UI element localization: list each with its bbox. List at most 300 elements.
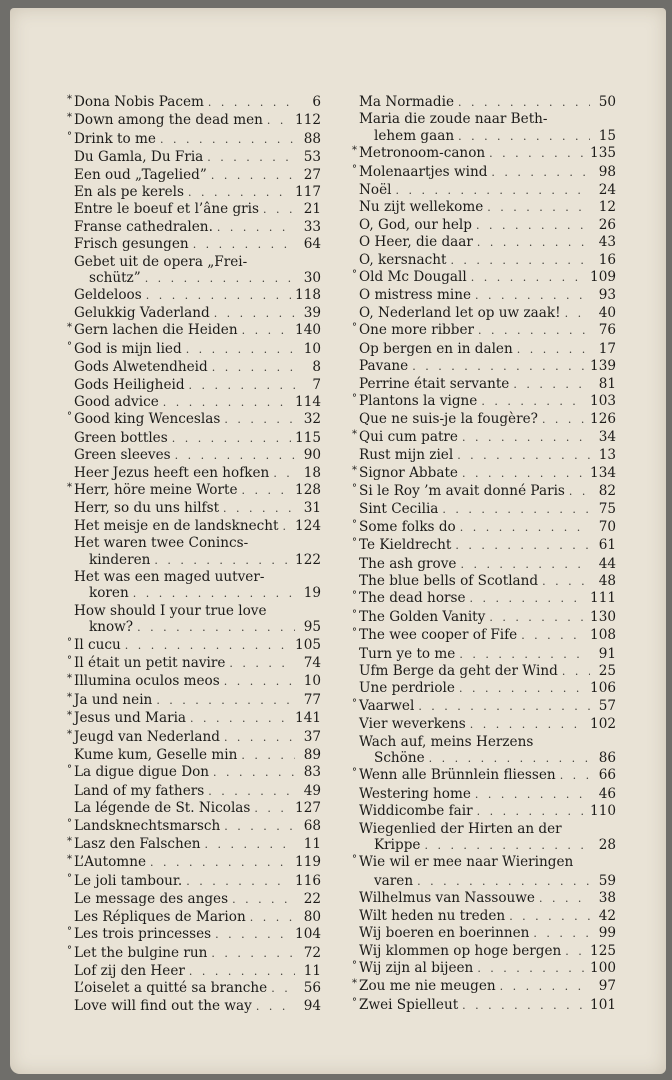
entry-title: How should I your true love — [74, 602, 267, 619]
leader-dots — [225, 656, 295, 672]
leader-dots — [529, 926, 590, 942]
entry-title-continued: varen — [374, 872, 414, 889]
entry-page-number: 21 — [303, 201, 321, 218]
leader-dots — [455, 681, 586, 697]
entry-title: Si le Roy ’m avait donné Paris — [359, 482, 565, 499]
leader-dots — [414, 699, 590, 715]
entry-title: Old Mc Dougall — [359, 269, 467, 286]
leader-dots — [485, 610, 586, 626]
index-entry — [67, 341, 321, 359]
entry-page-number: 86 — [598, 750, 616, 767]
entry-title: Une perdriole — [359, 680, 455, 697]
entry-marker: ° — [352, 767, 357, 779]
entry-title: Herr, höre meine Worte — [74, 481, 238, 498]
entry-title: Een oud „Tagelied” — [74, 166, 207, 183]
entry-title: Down among the dead men — [74, 112, 263, 129]
entry-title: Het was een maged uutver- — [74, 568, 265, 585]
entry-title-continued: Schöne — [374, 750, 425, 767]
leader-dots — [425, 751, 590, 767]
entry-title: Metronoom-canon — [359, 145, 486, 162]
entry-marker: ° — [67, 817, 72, 829]
entry-title: Heer Jezus heeft een hofken — [74, 464, 270, 481]
leader-dots — [466, 591, 587, 607]
entry-page-number: 11 — [303, 962, 321, 979]
entry-marker: * — [352, 464, 357, 476]
index-entry — [67, 184, 321, 201]
entry-page-number: 102 — [590, 716, 616, 733]
leader-dots — [201, 837, 295, 853]
leader-dots — [451, 538, 590, 554]
entry-title: Green bottles — [74, 429, 168, 446]
entry-page-number: 66 — [598, 767, 616, 784]
entry-marker: ° — [352, 608, 357, 620]
entry-title: One more ribber — [359, 322, 474, 339]
index-column-right — [352, 94, 616, 1015]
entry-marker: * — [352, 145, 357, 157]
index-entry — [67, 254, 321, 270]
entry-title: Gelukkig Vaderland — [74, 304, 210, 321]
index-entry-continuation — [352, 750, 616, 767]
entry-title: Het waren twee Conincs- — [74, 535, 249, 552]
entry-marker: ° — [67, 655, 72, 666]
entry-title: Perrine était servante — [359, 375, 510, 392]
index-entry — [352, 854, 616, 872]
leader-dots — [152, 693, 295, 709]
entry-title: En als pe kerels — [74, 184, 184, 201]
index-entry — [67, 998, 321, 1015]
entry-page-number: 68 — [303, 817, 321, 834]
entry-page-number: 43 — [598, 234, 616, 251]
index-entry — [67, 692, 321, 710]
entry-marker: ° — [352, 322, 357, 334]
entry-page-number: 37 — [303, 728, 321, 745]
entry-page-number: 128 — [295, 481, 321, 498]
index-entry — [352, 199, 616, 216]
leader-dots — [182, 874, 291, 890]
index-entry — [67, 219, 321, 236]
leader-dots — [471, 787, 590, 803]
index-entry — [67, 854, 321, 872]
leader-dots — [168, 431, 291, 447]
index-entry — [352, 556, 616, 573]
entry-title: Vier weverkens — [359, 716, 466, 733]
entry-page-number: 116 — [295, 872, 321, 889]
leader-dots — [466, 717, 586, 733]
entry-marker: * — [67, 854, 72, 866]
leader-dots — [263, 113, 291, 129]
entry-page-number: 122 — [295, 551, 321, 568]
entry-title: Zou me nie meugen — [359, 978, 496, 995]
entry-page-number: 76 — [598, 322, 616, 339]
leader-dots — [561, 944, 586, 960]
entry-marker: ° — [67, 926, 72, 938]
entry-title: Frisch gesungen — [74, 236, 189, 253]
entry-title: Signor Abbate — [359, 464, 458, 481]
entry-title: Lof zij den Heer — [74, 962, 185, 979]
entry-title: Nu zijt wellekome — [359, 199, 484, 216]
entry-page-number: 88 — [303, 130, 321, 147]
entry-page-number: 48 — [598, 572, 616, 589]
entry-title: Some folks do — [359, 518, 456, 535]
leader-dots — [210, 306, 295, 322]
entry-title: L’Automne — [74, 854, 146, 871]
leader-dots — [473, 961, 586, 977]
entry-page-number: 57 — [598, 697, 616, 714]
leader-dots — [485, 146, 586, 162]
entry-title: Good king Wenceslas — [74, 411, 221, 428]
index-entry — [67, 287, 321, 304]
leader-dots — [458, 466, 586, 482]
entry-page-number: 10 — [303, 673, 321, 690]
entry-title: O, God, our help — [359, 216, 472, 233]
entry-title: Wij klommen op hoge bergen — [359, 942, 562, 959]
index-entry — [67, 569, 321, 585]
entry-title: Wilhelmus van Nassouwe — [359, 890, 535, 907]
entry-page-number: 118 — [295, 287, 321, 304]
index-entry — [352, 627, 616, 645]
leader-dots — [561, 306, 590, 322]
leader-dots — [141, 271, 295, 287]
entry-marker: * — [67, 94, 72, 105]
entry-page-number: 108 — [590, 627, 616, 644]
entry-marker: ° — [352, 697, 357, 709]
leader-dots — [156, 132, 295, 148]
entry-page-number: 59 — [598, 872, 616, 889]
index-entry — [352, 358, 616, 375]
entry-page-number: 105 — [295, 636, 321, 653]
index-entry — [352, 287, 616, 304]
entry-title: The dead horse — [359, 590, 466, 607]
leader-dots — [269, 466, 295, 482]
index-entry — [67, 637, 321, 655]
entry-title-continued: know? — [89, 619, 134, 636]
entry-marker: * — [67, 112, 72, 124]
index-entry — [352, 305, 616, 322]
leader-dots — [535, 891, 590, 907]
entry-title: Gern lachen die Heiden — [74, 322, 238, 339]
index-entry — [352, 483, 616, 501]
index-entry — [352, 537, 616, 555]
entry-title: Maria die zoude naar Beth- — [359, 111, 548, 128]
entry-title: Zwei Spielleut — [359, 996, 459, 1013]
leader-dots — [207, 946, 295, 962]
index-entry — [352, 803, 616, 820]
entry-page-number: 94 — [303, 997, 321, 1014]
entry-page-number: 97 — [598, 978, 616, 995]
leader-dots — [473, 804, 586, 820]
entry-marker: ° — [67, 872, 72, 884]
leader-dots — [558, 664, 590, 680]
entry-title: La digue digue Don — [74, 764, 210, 781]
entry-title: Jeugd van Nederland — [74, 728, 220, 745]
entry-page-number: 134 — [590, 464, 616, 481]
leader-dots — [171, 448, 295, 464]
leader-dots — [473, 235, 590, 251]
leader-dots — [420, 838, 590, 854]
entry-page-number: 17 — [598, 340, 616, 357]
entry-marker: * — [67, 836, 72, 848]
entry-page-number: 44 — [598, 555, 616, 572]
index-entry — [352, 322, 616, 340]
index-entry — [67, 322, 321, 340]
entry-page-number: 19 — [303, 585, 321, 602]
entry-title: Entre le boeuf et l’âne gris — [74, 201, 260, 218]
index-entry — [67, 447, 321, 464]
entry-page-number: 38 — [598, 890, 616, 907]
entry-page-number: 90 — [303, 447, 321, 464]
entry-title-continued: koren — [89, 585, 129, 602]
entry-title: Let the bulgine run — [74, 944, 208, 961]
leader-dots — [456, 557, 590, 573]
entry-marker: ° — [67, 764, 72, 776]
leader-dots — [454, 95, 590, 111]
leader-dots — [267, 981, 295, 997]
entry-page-number: 95 — [303, 619, 321, 636]
index-entry — [67, 891, 321, 908]
entry-page-number: 15 — [598, 127, 616, 144]
leader-dots — [207, 168, 295, 184]
index-entry — [352, 943, 616, 960]
index-entry — [67, 94, 321, 112]
entry-page-number: 111 — [590, 590, 616, 607]
entry-title: Love will find out the way — [74, 997, 252, 1014]
entry-marker: ° — [352, 996, 357, 1008]
entry-title: Du Gamla, Du Fria — [74, 149, 204, 166]
leader-dots — [408, 359, 586, 375]
entry-page-number: 81 — [598, 375, 616, 392]
entry-page-number: 39 — [303, 304, 321, 321]
entry-title: Te Kieldrecht — [359, 537, 452, 554]
leader-dots — [458, 430, 590, 446]
leader-dots — [238, 483, 292, 499]
entry-page-number: 114 — [295, 393, 321, 410]
leader-dots — [496, 979, 590, 995]
leader-dots — [458, 998, 586, 1014]
entry-marker: ° — [352, 537, 357, 549]
entry-page-number: 80 — [303, 908, 321, 925]
index-entry — [67, 500, 321, 517]
index-entry — [67, 836, 321, 854]
index-entry — [352, 447, 616, 464]
leader-dots — [185, 378, 295, 394]
index-entry — [352, 573, 616, 590]
entry-title: Green sleeves — [74, 447, 171, 464]
index-entry — [67, 818, 321, 836]
entry-title: Drink to me — [74, 130, 156, 147]
entry-page-number: 98 — [598, 163, 616, 180]
entry-title-continued: lehem gaan — [374, 127, 455, 144]
index-entry — [352, 182, 616, 199]
entry-marker: * — [67, 710, 72, 722]
index-entry — [67, 201, 321, 218]
index-entry — [352, 609, 616, 627]
index-entry-continuation — [67, 619, 321, 636]
entry-page-number: 103 — [590, 392, 616, 409]
leader-dots — [471, 288, 590, 304]
entry-page-number: 12 — [598, 199, 616, 216]
entry-page-number: 26 — [598, 216, 616, 233]
index-entry — [67, 710, 321, 728]
index-entry — [67, 236, 321, 253]
leader-dots — [474, 323, 590, 339]
entry-page-number: 18 — [303, 464, 321, 481]
entry-page-number: 124 — [295, 517, 321, 534]
entry-marker: ° — [352, 518, 357, 530]
index-entry-continuation — [67, 585, 321, 602]
entry-page-number: 22 — [303, 891, 321, 908]
leader-dots — [220, 819, 295, 835]
entry-title: Molenaartjes wind — [359, 163, 488, 180]
leader-dots — [204, 784, 295, 800]
leader-dots — [483, 200, 590, 216]
entry-title: Land of my fathers — [74, 782, 205, 799]
entry-marker: * — [67, 322, 72, 334]
leader-dots — [228, 892, 295, 908]
leader-dots — [505, 909, 590, 925]
leader-dots — [186, 711, 291, 727]
entry-title: Ufm Berge da geht der Wind — [359, 663, 558, 679]
index-entry — [67, 167, 321, 184]
index-entry — [352, 519, 616, 537]
index-entry — [352, 716, 616, 733]
entry-marker: ° — [352, 482, 357, 494]
leader-dots — [208, 360, 295, 376]
leader-dots — [246, 910, 295, 926]
entry-title: Rust mijn ziel — [359, 447, 454, 464]
entry-title: La légende de St. Nicolas — [74, 800, 251, 817]
entry-title: The blue bells of Scotland — [359, 572, 539, 589]
leader-dots — [159, 395, 291, 411]
leader-dots — [219, 501, 295, 517]
entry-title: Kume kum, Geselle min — [74, 747, 238, 764]
entry-page-number: 53 — [303, 149, 321, 166]
entry-page-number: 50 — [598, 94, 616, 110]
entry-page-number: 64 — [303, 236, 321, 253]
leader-dots — [129, 586, 295, 602]
entry-page-number: 31 — [303, 500, 321, 517]
index-entry — [67, 305, 321, 322]
entry-title: Het meisje en de landsknecht — [74, 517, 279, 534]
index-entry — [67, 764, 321, 782]
leader-dots — [209, 765, 295, 781]
entry-page-number: 104 — [295, 926, 321, 943]
entry-title: Les trois princesses — [74, 926, 212, 943]
entry-page-number: 25 — [598, 663, 616, 679]
leader-dots — [184, 185, 291, 201]
entry-page-number: 77 — [303, 691, 321, 708]
leader-dots — [413, 874, 590, 890]
entry-page-number: 8 — [312, 359, 321, 376]
index-entry — [67, 673, 321, 691]
index-entry-continuation — [352, 873, 616, 890]
entry-marker: ° — [67, 636, 72, 648]
entry-title: God is mijn lied — [74, 340, 182, 357]
entry-page-number: 117 — [295, 184, 321, 201]
entry-page-number: 125 — [590, 942, 616, 959]
index-entry — [352, 680, 616, 697]
entry-title: Wenn alle Brünnlein fliessen — [359, 767, 556, 784]
index-entry — [352, 501, 616, 518]
entry-page-number: 33 — [303, 218, 321, 235]
entry-title: Ma Normadie — [359, 94, 455, 110]
entry-page-number: 141 — [295, 710, 321, 727]
entry-title: The wee cooper of Fife — [359, 627, 518, 644]
entry-page-number: 30 — [303, 270, 321, 287]
index-entry-continuation — [352, 128, 616, 145]
entry-marker: ° — [352, 959, 357, 971]
index-entry — [67, 909, 321, 926]
leader-dots — [477, 394, 586, 410]
entry-page-number: 106 — [590, 680, 616, 697]
index-entry — [67, 482, 321, 500]
entry-page-number: 100 — [590, 959, 616, 976]
index-entry — [352, 663, 616, 680]
index-entry — [67, 603, 321, 619]
entry-title: Il était un petit navire — [74, 655, 226, 671]
entry-marker: ° — [67, 411, 72, 423]
entry-page-number: 7 — [312, 376, 321, 393]
entry-page-number: 109 — [590, 269, 616, 286]
entry-title: Franse cathedralen. — [74, 218, 213, 235]
entry-title: Herr, so du uns hilfst — [74, 500, 220, 517]
index-entry — [352, 465, 616, 483]
index-entry — [352, 269, 616, 287]
entry-title: Les Répliques de Marion — [74, 908, 246, 925]
index-entry — [67, 149, 321, 166]
leader-dots — [146, 855, 291, 871]
entry-marker: * — [67, 481, 72, 493]
leader-dots — [142, 288, 291, 304]
index-entry — [67, 394, 321, 411]
index-entry — [67, 783, 321, 800]
entry-page-number: 91 — [598, 645, 616, 662]
entry-page-number: 127 — [295, 800, 321, 817]
entry-page-number: 42 — [598, 907, 616, 924]
entry-page-number: 27 — [303, 166, 321, 183]
leader-dots — [238, 323, 291, 339]
entry-title: Gods Heiligheid — [74, 376, 185, 393]
index-entry — [352, 978, 616, 996]
entry-title: Il cucu — [74, 636, 121, 653]
leader-dots — [487, 165, 590, 181]
entry-title: O, kersnacht — [359, 251, 447, 268]
index-entry — [352, 217, 616, 234]
entry-title: Gebet uit de opera „Frei- — [74, 253, 248, 270]
entry-marker: ° — [352, 269, 357, 281]
entry-title: Le message des anges — [74, 891, 229, 908]
index-entry — [67, 729, 321, 747]
index-entry — [352, 734, 616, 750]
entry-title: Dona Nobis Pacem — [74, 94, 204, 110]
index-entry — [352, 590, 616, 608]
leader-dots — [453, 448, 590, 464]
leader-dots — [456, 520, 590, 536]
leader-dots — [259, 202, 295, 218]
index-entry — [67, 747, 321, 764]
entry-title: Vaarwel — [359, 697, 415, 714]
entry-title: Jesus und Maria — [74, 710, 187, 727]
entry-page-number: 11 — [303, 836, 321, 853]
leader-dots — [472, 218, 590, 234]
index-entry — [352, 252, 616, 269]
leader-dots — [133, 620, 295, 636]
index-entry — [352, 376, 616, 393]
entry-page-number: 140 — [295, 322, 321, 339]
entry-title: Op bergen en in dalen — [359, 340, 513, 357]
leader-dots — [220, 674, 295, 690]
index-entry — [352, 411, 616, 428]
leader-dots — [204, 95, 295, 111]
